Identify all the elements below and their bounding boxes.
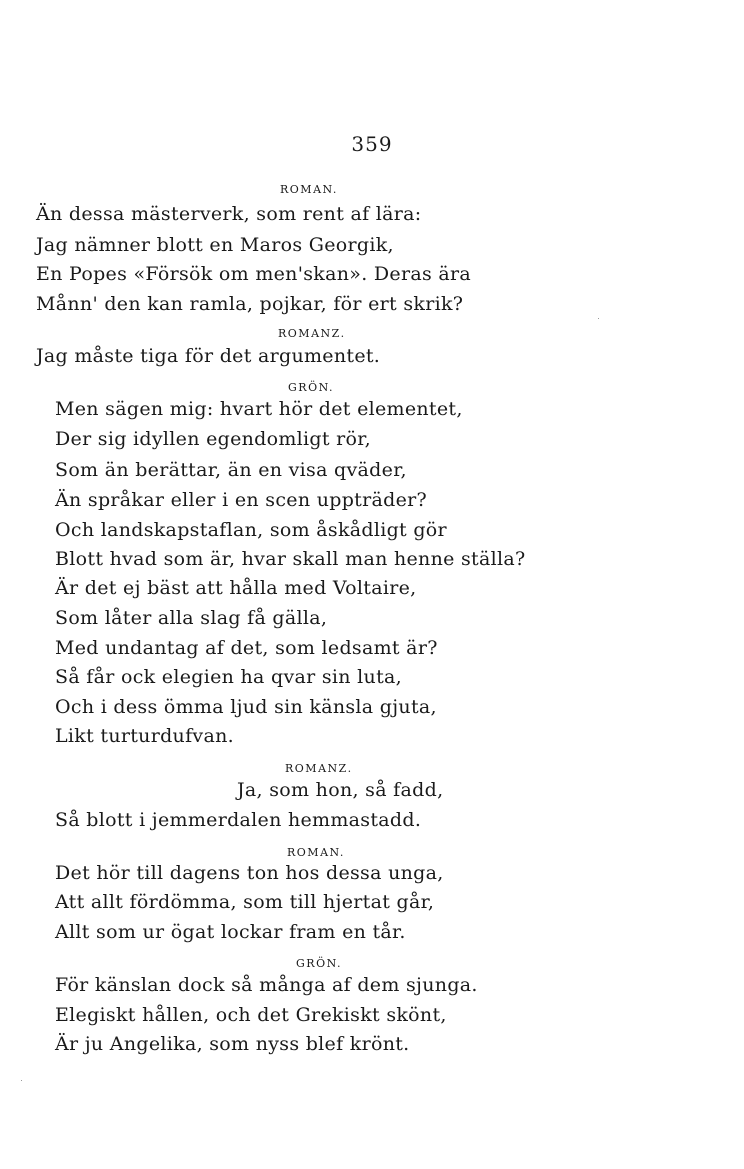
speaker-label: GRÖN. [296, 957, 343, 970]
verse-line: Är det ej bäst att hålla med Voltaire, [55, 577, 417, 599]
verse-line: Med undantag af det, som ledsamt är? [55, 637, 438, 659]
verse-line: Men sägen mig: hvart hör det elementet, [55, 398, 463, 420]
verse-line: Som än berättar, än en visa qväder, [55, 459, 407, 481]
verse-line: För känslan dock så många af dem sjunga. [55, 974, 478, 996]
speaker-label: ROMAN. [287, 846, 345, 859]
verse-line: Jag måste tiga för det argumentet. [36, 345, 381, 367]
verse-line: Är ju Angelika, som nyss blef krönt. [55, 1033, 410, 1055]
verse-line: Och i dess ömma ljud sin känsla gjuta, [55, 696, 437, 718]
verse-line: Än dessa mästerverk, som rent af lära: [36, 203, 422, 225]
verse-line: Så får ock elegien ha qvar sin luta, [55, 666, 402, 688]
scan-speck [598, 318, 599, 319]
verse-line: Än språkar eller i en scen uppträder? [55, 489, 427, 511]
verse-line: Allt som ur ögat lockar fram en tår. [55, 921, 406, 943]
speaker-label: ROMAN. [280, 183, 338, 196]
verse-line: Likt turturdufvan. [55, 725, 234, 747]
verse-line: Och landskapstaflan, som åskådligt gör [55, 519, 447, 541]
verse-line: En Popes «Försök om men'skan». Deras ära [36, 263, 471, 285]
speaker-label: GRÖN. [288, 381, 335, 394]
page-number: 359 [351, 132, 393, 156]
verse-line: Blott hvad som är, hvar skall man henne ställa? [55, 548, 526, 570]
verse-line: Ja, som hon, så fadd, [237, 779, 444, 801]
verse-line: Som låter alla slag få gälla, [55, 607, 328, 629]
speaker-label: ROMANZ. [285, 762, 353, 775]
verse-line: Det hör till dagens ton hos dessa unga, [55, 862, 444, 884]
scan-speck [21, 1080, 22, 1081]
verse-line: Jag nämner blott en Maros Georgik, [36, 234, 394, 256]
verse-line: Månn' den kan ramla, pojkar, för ert skrik? [36, 293, 464, 315]
verse-line: Elegiskt hållen, och det Grekiskt skönt, [55, 1004, 447, 1026]
verse-line: Så blott i jemmerdalen hemmastadd. [55, 809, 422, 831]
verse-line: Att allt fördömma, som till hjertat går, [55, 891, 435, 913]
speaker-label: ROMANZ. [278, 327, 346, 340]
verse-line: Der sig idyllen egendomligt rör, [55, 428, 371, 450]
